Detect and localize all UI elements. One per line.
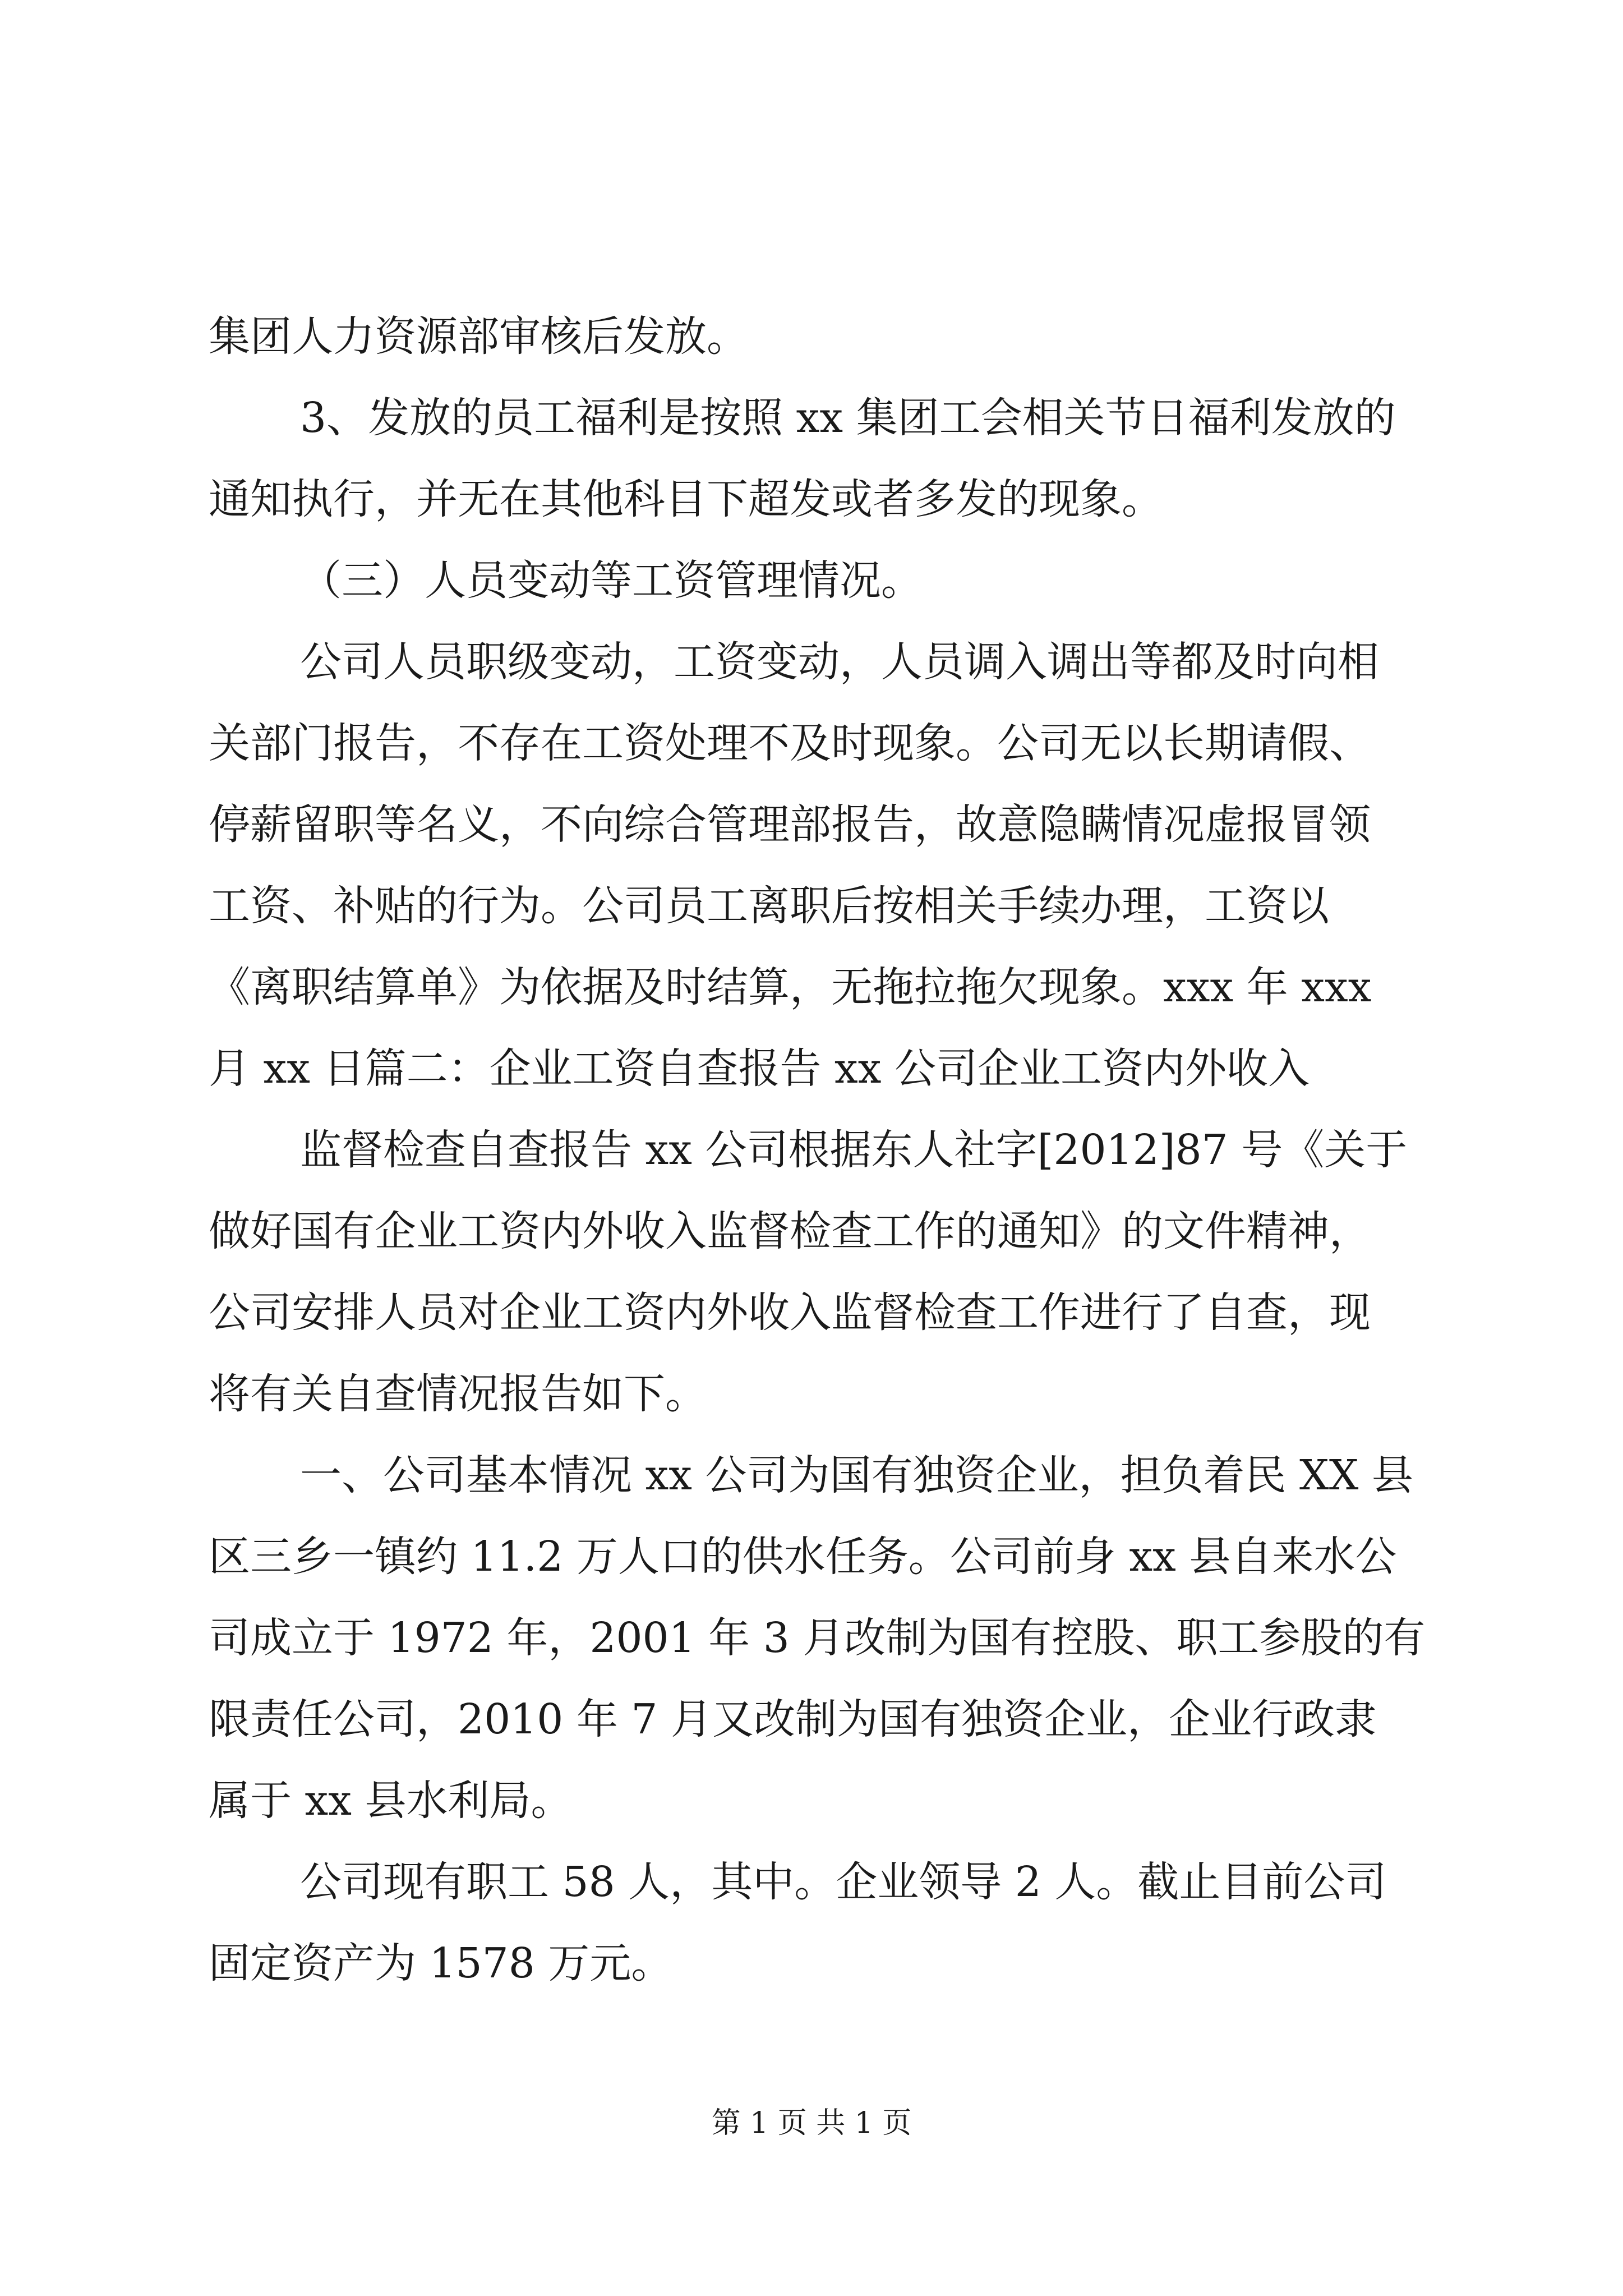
text-line: 将有关自查情况报告如下。 [209,1370,707,1418]
section-heading: （三）人员变动等工资管理情况。 [300,556,923,605]
text-line: 公司安排人员对企业工资内外收入监督检查工作进行了自查，现 [209,1289,1371,1337]
text-line: 做好国有企业工资内外收入监督检查工作的通知》的文件精神， [209,1207,1371,1255]
text-line: 公司人员职级变动，工资变动，人员调入调出等都及时向相 [300,638,1379,686]
text-line: 司成立于 1972 年，2001 年 3 月改制为国有控股、职工参股的有 [209,1614,1426,1662]
text-line: 限责任公司，2010 年 7 月又改制为国有独资企业，企业行政隶 [209,1695,1376,1743]
text-line: 一、公司基本情况 xx 公司为国有独资企业，担负着民 XX 县 [300,1451,1413,1499]
text-line: 关部门报告，不存在工资处理不及时现象。公司无以长期请假、 [209,719,1371,767]
text-line: 固定资产为 1578 万元。 [209,1939,673,1987]
text-line: 属于 xx 县水利局。 [209,1777,573,1825]
text-line: 公司现有职工 58 人，其中。企业领导 2 人。截止目前公司 [300,1858,1387,1906]
text-line: 集团人力资源部审核后发放。 [209,312,748,361]
text-line: 3、发放的员工福利是按照 xx 集团工会相关节日福利发放的 [300,394,1396,442]
page-number-footer: 第 1 页 共 1 页 [711,2106,912,2140]
text-line: 区三乡一镇约 11.2 万人口的供水任务。公司前身 xx 县自来水公 [209,1533,1397,1581]
text-line: 监督检查自查报告 xx 公司根据东人社字[2012]87 号《关于 [300,1126,1408,1174]
text-line: 《离职结算单》为依据及时结算，无拖拉拖欠现象。xxx 年 xxx [209,963,1372,1011]
text-line: 工资、补贴的行为。公司员工离职后按相关手续办理，工资以 [209,882,1329,930]
text-line: 停薪留职等名义，不向综合管理部报告，故意隐瞒情况虚报冒领 [209,800,1371,849]
text-line: 月 xx 日篇二：企业工资自查报告 xx 公司企业工资内外收入 [209,1045,1310,1093]
text-line: 通知执行，并无在其他科目下超发或者多发的现象。 [209,475,1163,523]
